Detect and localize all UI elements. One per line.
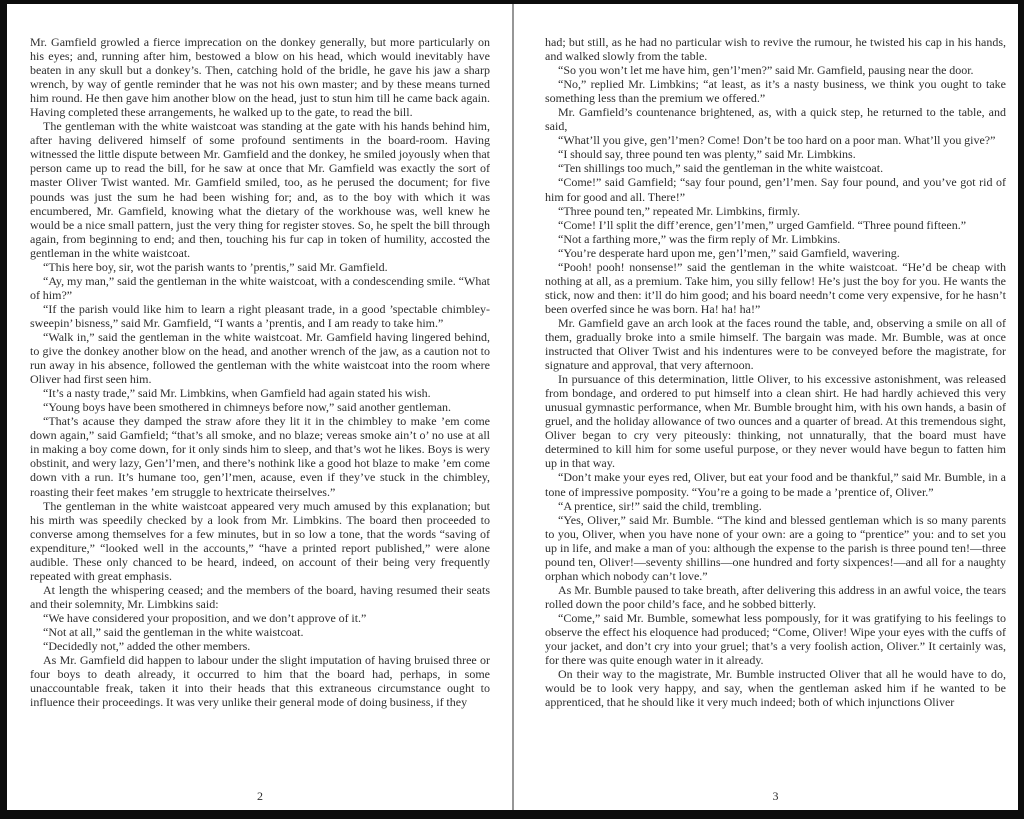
- page-left: [7, 4, 512, 810]
- paragraph: “A prentice, sir!” said the child, trembling.: [558, 498, 762, 513]
- paragraph: “Walk in,” said the gentleman in the white waistcoat. Mr. Gamfield having lingered behind, to give the donkey another blow on the head, and another wrench of the jaw, as a caution not to run away in his absence, followed the gentleman with the white waistcoat into the room where Oliver had first seen him.: [30, 329, 490, 387]
- paragraph: As Mr. Bumble paused to take breath, after delivering this address in an awful voice, the tears rolled down the poor child’s face, and he sobbed bitterly.: [545, 582, 1006, 611]
- paragraph: The gentleman in the white waistcoat appeared very much amused by this explanation; but his mirth was speedily checked by a look from Mr. Limbkins. The board then proceeded to converse among themselves for a few minutes, but in so low a tone, that the words “saving of expenditure,” “looked well in the accounts,” “have a printed report published,” were alone audible. These only chanced to be heard, indeed, on account of their being very frequently repeated with great emphasis.: [30, 498, 490, 583]
- paragraph: As Mr. Gamfield did happen to labour under the slight imputation of having bruised three or four boys to death already, it occurred to him that the board had, perhaps, in some unaccountable freak, taken it into their heads that this extraneous circumstance ought to influence their proceedings. It was very unlike their general mode of doing business, if they: [30, 653, 490, 710]
- paragraph: “Three pound ten,” repeated Mr. Limbkins, firmly.: [558, 203, 800, 218]
- paragraph: “Ten shillings too much,” said the gentleman in the white waistcoat.: [558, 161, 884, 176]
- paragraph: “Come,” said Mr. Bumble, somewhat less pompously, for it was gratifying to his feelings to observe the effect his eloquence had produced; “Come, Oliver! Wipe your eyes with the cuffs of your jacket, and don’t cry into your gruel; that’s a very foolish action, Oliver.” It certainly was, for there was quite enough water in it already.: [545, 610, 1006, 668]
- paragraph: “Not a farthing more,” was the firm reply of Mr. Limbkins.: [558, 231, 841, 246]
- page-right-text: [514, 4, 1018, 788]
- paragraph: “Pooh! pooh! nonsense!” said the gentleman in the white waistcoat. “He’d be cheap with nothing at all, as a premium. Take him, you silly fellow! He’s just the boy for you. He wants the stick, now and then: it’ll do him good; and his board needn’t come very expensive, for he hasn’t been overfed since he was born. Ha! ha! ha!”: [545, 259, 1006, 316]
- paragraph: “Decidedly not,” added the other members.: [43, 639, 251, 654]
- paragraph: “This here boy, sir, wot the parish wants to ’prentis,” said Mr. Gamfield.: [43, 259, 388, 274]
- paragraph: had; but still, as he had no particular wish to revive the rumour, he twisted his cap in his hands, and walked slowly from the table.: [545, 35, 1006, 64]
- paragraph: “It’s a nasty trade,” said Mr. Limbkins, when Gamfield had again stated his wish.: [43, 386, 431, 401]
- paragraph: “Ay, my man,” said the gentleman in the white waistcoat, with a condescending smile. “What of him?”: [30, 273, 490, 302]
- paragraph: “You’re desperate hard upon me, gen’l’men,” said Gamfield, wavering.: [558, 245, 900, 260]
- paragraph: “We have considered your proposition, and we don’t approve of it.”: [43, 610, 367, 625]
- paragraph: “Come!” said Gamfield; “say four pound, gen’l’men. Say four pound, and you’ve got rid of him for good and all. There!”: [545, 175, 1006, 204]
- paragraph: Mr. Gamfield gave an arch look at the faces round the table, and, observing a smile on all of them, gradually broke into a smile himself. The bargain was made. Mr. Bumble, was at once instructed that Oliver Twist and his indentures were to be conveyed before the magistrate, for signature and approval, that very afternoon.: [545, 315, 1006, 373]
- paragraph: Mr. Gamfield’s countenance brightened, as, with a quick step, he returned to the table, and said,: [545, 105, 1006, 134]
- paragraph: “No,” replied Mr. Limbkins; “at least, as it’s a nasty business, we think you ought to take something less than the premium we offered.”: [545, 77, 1006, 106]
- paragraph: “That’s acause they damped the straw afore they lit it in the chimbley to make ’em come down again,” said Gamfield; “that’s all smoke, and no blaze; vereas smoke ain’t o’ no use at all in making a boy come down, for it only sinds him to sleep, and that’s wot he likes. Boys is wery obstinit, and wery lazy, Gen’l’men, and there’s nothink like a good hot blaze to make ’em come down vith a run. It’s humane too, gen’l’men, acause, even if they’ve stuck in the chimbley, roasting their feet makes ’em struggle to hextricate theirselves.”: [30, 414, 490, 499]
- paragraph: “If the parish vould like him to learn a right pleasant trade, in a good ’spectable chimbley-sweepin’ bisness,” said Mr. Gamfield, “I wants a ’prentis, and I am ready to take him.”: [30, 301, 490, 330]
- page-right: [514, 4, 1018, 810]
- paragraph: “What’ll you give, gen’l’men? Come! Don’t be too hard on a poor man. What’ll you give?”: [558, 133, 996, 148]
- page-number-left: 2: [257, 789, 263, 803]
- paragraph: In pursuance of this determination, little Oliver, to his excessive astonishment, was released from bondage, and ordered to put himself into a clean shirt. He had hardly achieved this very unusual gymnastic performance, when Mr. Bumble brought him, with his own hands, a basin of gruel, and the holiday allowance of two ounces and a quarter of bread. At this tremendous sight, Oliver began to cry very piteously: thinking, not unnaturally, that the board must have determined to kill him for some useful purpose, or they never would have begun to fatten him up in that way.: [545, 372, 1006, 471]
- paragraph: “Young boys have been smothered in chimneys before now,” said another gentleman.: [43, 400, 452, 415]
- paragraph: “So you won’t let me have him, gen’l’men?” said Mr. Gamfield, pausing near the door.: [558, 63, 974, 78]
- paragraph: “I should say, three pound ten was plenty,” said Mr. Limbkins.: [558, 147, 856, 162]
- paragraph: “Not at all,” said the gentleman in the white waistcoat.: [43, 624, 304, 639]
- paragraph: On their way to the magistrate, Mr. Bumble instructed Oliver that all he would have to do, would be to look very happy, and say, when the gentleman asked him if he wanted to be apprenticed, that he should like it very much indeed; both of which injunctions Oliver: [545, 667, 1006, 710]
- page-number-right: 3: [772, 789, 779, 803]
- page-left-text: [7, 4, 512, 788]
- paragraph: “Don’t make your eyes red, Oliver, but eat your food and be thankful,” said Mr. Bumble, in a tone of impressive pomposity. “You’re a going to be made a ’prentice of, Oliver.”: [545, 470, 1006, 499]
- paragraph: The gentleman with the white waistcoat was standing at the gate with his hands behind him, after having delivered himself of some profound sentiments in the board-room. Having witnessed the little dispute between Mr. Gamfield and the donkey, he smiled joyously when that person came up to read the bill, for he saw at once that Mr. Gamfield was exactly the sort of master Oliver Twist wanted. Mr. Gamfield smiled, too, as he perused the document; for five pounds was just the sum he had been wishing for; and, as to the boy with which it was encumbered, Mr. Gamfield, knowing what the dietary of the workhouse was, well knew he would be a nice small pattern, just the very thing for register stoves. So, he spelt the bill through again, from beginning to end; and then, touching his fur cap in token of humility, accosted the gentleman in the white waistcoat.: [30, 119, 490, 260]
- paragraph: At length the whispering ceased; and the members of the board, having resumed their seats and their solemnity, Mr. Limbkins said:: [30, 582, 490, 611]
- paragraph: “Come! I’ll split the diff’erence, gen’l’men,” urged Gamfield. “Three pound fifteen.”: [558, 217, 967, 232]
- paragraph: “Yes, Oliver,” said Mr. Bumble. “The kind and blessed gentleman which is so many parents to you, Oliver, when you have none of your own: are a going to “prentice” you: and to set you up in life, and make a man of you: although the expense to the parish is three pound ten!—three pound ten, Oliver!—seventy shillins—one hundred and forty sixpences!—and all for a naughty orphan which nobody can’t love.”: [545, 512, 1006, 583]
- paragraph: Mr. Gamfield growled a fierce imprecation on the donkey generally, but more particularly on his eyes; and, running after him, bestowed a blow on his head, which would inevitably have beaten in any skull but a donkey’s. Then, catching hold of the bridle, he gave his jaw a sharp wrench, by way of gentle reminder that he was not his own master; and by these means turned him round. He then gave him another blow on the head, just to stun him till he came back again. Having completed these arrangements, he walked up to the gate, to read the bill.: [30, 35, 490, 120]
